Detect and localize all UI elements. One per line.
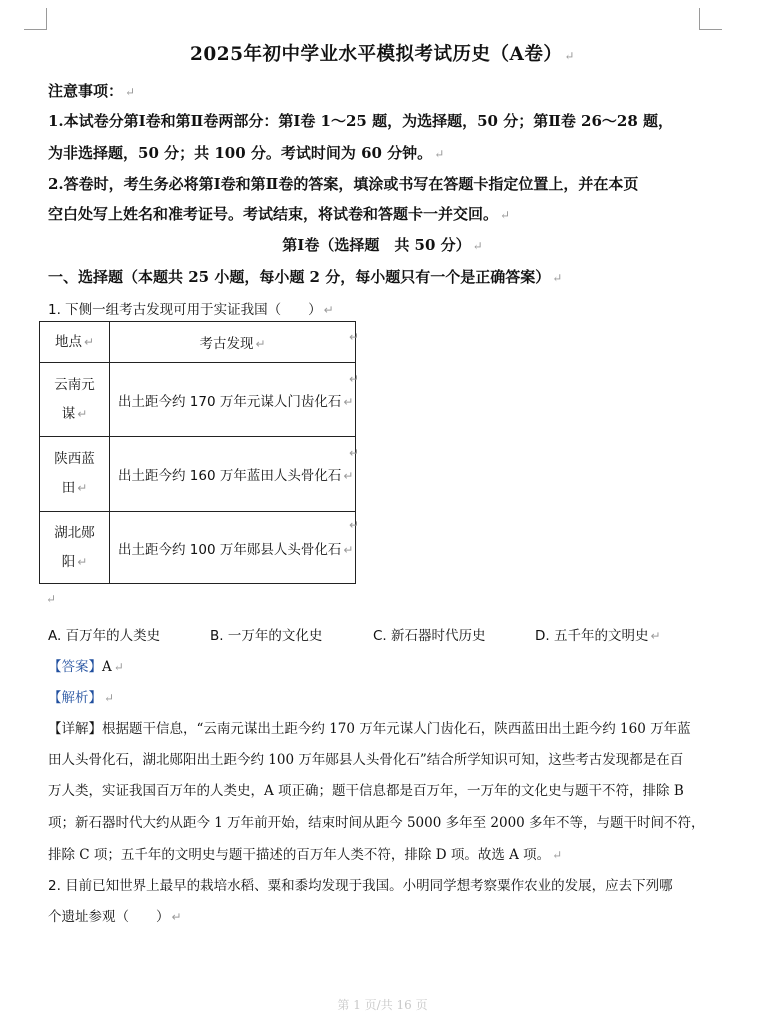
table-row (40, 512, 356, 584)
question-2-line-1: 2. 目前已知世界上最早的栽培水稻、粟和黍均发现于我国。小明同学想考察粟作农业的发展，应去下列哪 (48, 878, 673, 894)
table-row (40, 437, 356, 512)
table-cell-finding: 出土距今约 170 万年元谋人门齿化石 ↵ (110, 363, 356, 437)
detail-line-5: 排除 C 项；五千年的文明史与题干描述的百万年人类不符，排除 D 项。故选 A 项。 ↵ (48, 847, 563, 863)
part-1-heading: 第Ⅰ卷（选择题 共 50 分） ↵ (282, 236, 483, 254)
crop-mark-top-left-h (24, 29, 47, 30)
row-end-mark: ↵ (349, 330, 360, 344)
table-row (40, 363, 356, 437)
crop-mark-top-right-h (699, 29, 722, 30)
option-b: B. 一万年的文化史 (210, 628, 323, 644)
detail-line-1: 【详解】根据题干信息，“云南元谋出土距今约 170 万年元谋人门齿化石，陕西蓝田出土距今约 160 万年蓝 (48, 721, 691, 737)
question-1-stem: 1. 下侧一组考古发现可用于实证我国（ ） ↵ (48, 302, 334, 318)
question-2-line-2: 个遗址参观（ ） ↵ (48, 909, 182, 925)
option-a: A. 百万年的人类史 (48, 628, 161, 644)
table-cell-location: 云南元 谋 ↵ (40, 363, 110, 437)
note-1-line-1: 1.本试卷分第Ⅰ卷和第Ⅱ卷两部分：第Ⅰ卷 1～25 题，为选择题，50 分；第Ⅱ卷 26～28 题， (48, 112, 674, 130)
answer-line: 【答案】A ↵ (48, 659, 124, 675)
row-end-mark: ↵ (349, 518, 360, 532)
page-footer: 第 1 页/共 16 页 (337, 998, 428, 1012)
crop-mark-top-right-v (699, 8, 700, 30)
row-end-mark: ↵ (349, 446, 360, 460)
option-d: D. 五千年的文明史 ↵ (535, 628, 661, 644)
table-header-location: 地点 ↵ (40, 322, 110, 363)
note-2-line-2: 空白处写上姓名和准考证号。考试结束，将试卷和答题卡一并交回。 ↵ (48, 205, 511, 223)
detail-line-2: 田人头骨化石，湖北郧阳出土距今约 100 万年郧县人头骨化石”结合所学知识可知，这些考古发现都是在百 (48, 752, 684, 768)
table-cell-finding: 出土距今约 100 万年郧县人头骨化石 ↵ (110, 512, 356, 584)
note-1-line-2: 为非选择题，50 分；共 100 分。考试时间为 60 分钟。 ↵ (48, 144, 445, 162)
page-title: 2025年初中学业水平模拟考试历史（A卷） ↵ (190, 44, 575, 65)
table-header-finding: 考古发现 ↵ (110, 322, 356, 363)
answer-value: A (102, 659, 112, 675)
archaeology-table (39, 321, 356, 584)
analysis-line: 【解析】 ↵ (48, 690, 115, 706)
detail-line-3: 万人类，实证我国百万年的人类史，A 项正确；题干信息都是百万年，一万年的文化史与题干不符，排除 B (48, 783, 684, 799)
table-cell-finding: 出土距今约 160 万年蓝田人头骨化石 ↵ (110, 437, 356, 512)
row-end-mark: ↵ (349, 372, 360, 386)
table-header-row (40, 322, 356, 363)
table-cell-location: 陕西蓝 田 ↵ (40, 437, 110, 512)
analysis-label: 【解析】 (48, 690, 102, 706)
detail-label: 【详解】 (48, 721, 102, 737)
table-cell-location: 湖北郧 阳 ↵ (40, 512, 110, 584)
notes-heading: 注意事项： ↵ (48, 82, 136, 100)
note-2-line-1: 2.答卷时，考生务必将第Ⅰ卷和第Ⅱ卷的答案，填涂或书写在答题卡指定位置上，并在本页 (48, 175, 639, 193)
answer-label: 【答案】 (48, 659, 102, 675)
section-1-heading: 一、选择题（本题共 25 小题，每小题 2 分，每小题只有一个是正确答案） ↵ (48, 268, 563, 286)
empty-paragraph-mark: ↵ (46, 592, 57, 606)
detail-line-4: 项；新石器时代大约从距今 1 万年前开始，结束时间从距今 5000 多年至 2000 多年不等，与题干时间不符， (48, 815, 705, 831)
option-c: C. 新石器时代历史 (373, 628, 486, 644)
crop-mark-top-left-v (46, 8, 47, 30)
